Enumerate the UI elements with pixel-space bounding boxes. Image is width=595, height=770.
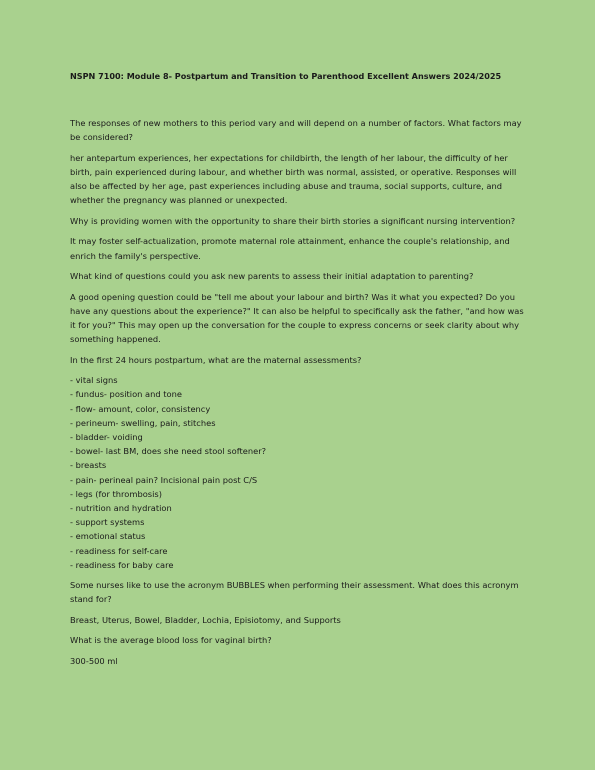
answer-5: Breast, Uterus, Bowel, Bladder, Lochia, Episiotomy, and Supports bbox=[70, 614, 341, 625]
list-item: - legs (for thrombosis) bbox=[70, 488, 162, 499]
answer-2: It may foster self-actualization, promote maternal role attainment, enhance the couple's relationship, and enrich the family's perspective. bbox=[70, 236, 510, 261]
list-item: - bladder- voiding bbox=[70, 431, 143, 442]
question-5: Some nurses like to use the acronym BUBBLES when performing their assessment. What does this acronym stand for? bbox=[70, 580, 519, 605]
list-item: - bowel- last BM, does she need stool softener? bbox=[70, 446, 267, 457]
list-item: - support systems bbox=[70, 517, 145, 528]
list-item: - readiness for self-care bbox=[70, 545, 168, 556]
list-item: - nutrition and hydration bbox=[70, 502, 172, 513]
answer-1: her antepartum experiences, her expectations for childbirth, the length of her labour, the difficulty of her birth, pain experienced during labour, and whether birth was normal, assisted, or operative. Responses will also be affected by her age, past experiences including abuse and trauma, social supports, culture, and whether the pregnancy was planned or unexpected. bbox=[70, 152, 517, 206]
question-1: The responses of new mothers to this period vary and will depend on a number of factors. What factors may be considered? bbox=[70, 118, 522, 143]
document-title: NSPN 7100: Module 8- Postpartum and Transition to Parenthood Excellent Answers 2024/2025 bbox=[70, 71, 502, 81]
question-4: In the first 24 hours postpartum, what are the maternal assessments? bbox=[70, 354, 362, 365]
list-item: - breasts bbox=[70, 460, 107, 471]
list-item: - fundus- position and tone bbox=[70, 389, 182, 400]
assessment-list bbox=[70, 373, 525, 572]
list-item: - readiness for baby care bbox=[70, 559, 174, 570]
question-6: What is the average blood loss for vaginal birth? bbox=[70, 635, 272, 646]
list-item: - flow- amount, color, consistency bbox=[70, 403, 211, 414]
answer-3: A good opening question could be "tell me about your labour and birth? Was it what you expected? Do you have any questions about the experience?" It can also be helpful to specifically ask the father, "and how was it for you?" This may open up the conversation for the couple to express concerns or seek clarity about why something happened. bbox=[70, 291, 524, 345]
question-3: What kind of questions could you ask new parents to assess their initial adaptation to parenting? bbox=[70, 271, 474, 282]
answer-6: 300-500 ml bbox=[70, 655, 118, 666]
list-item: - vital signs bbox=[70, 375, 118, 386]
list-item: - perineum- swelling, pain, stitches bbox=[70, 417, 216, 428]
list-item: - emotional status bbox=[70, 531, 146, 542]
question-2: Why is providing women with the opportunity to share their birth stories a significant nursing intervention? bbox=[70, 215, 516, 226]
list-item: - pain- perineal pain? Incisional pain post C/S bbox=[70, 474, 258, 485]
